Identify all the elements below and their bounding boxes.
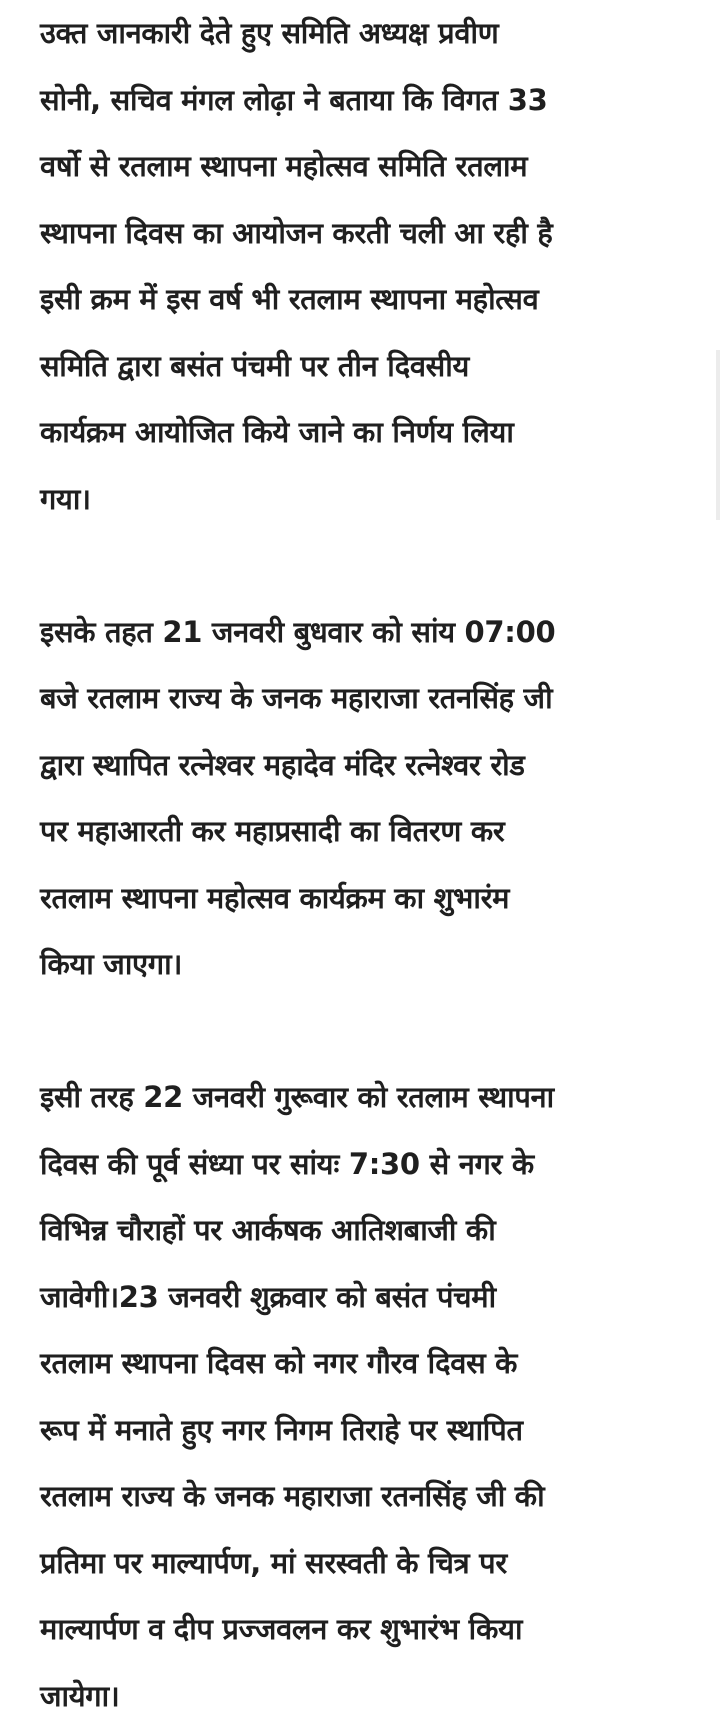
text-line: वर्षो से रतलाम स्थापना महोत्सव समिति रतलाम — [40, 133, 680, 200]
text-line: प्रतिमा पर माल्यार्पण, मां सरस्वती के चित्र पर — [40, 1530, 680, 1597]
text-line: रूप में मनाते हुए नगर निगम तिराहे पर स्थापित — [40, 1397, 680, 1464]
article-body — [40, 0, 680, 1729]
text-line: द्वारा स्थापित रत्नेश्वर महादेव मंदिर रत्नेश्वर रोड — [40, 732, 680, 799]
text-line: इसी तरह 22 जनवरी गुरूवार को रतलाम स्थापना — [40, 1064, 680, 1131]
paragraph-3 — [40, 1064, 680, 1729]
text-line: इसके तहत 21 जनवरी बुधवार को सांय 07:00 — [40, 599, 680, 666]
text-line: सोनी, सचिव मंगल लोढ़ा ने बताया कि विगत 33 — [40, 67, 680, 134]
text-line: रतलाम स्थापना दिवस को नगर गौरव दिवस के — [40, 1330, 680, 1397]
paragraph-2 — [40, 599, 680, 998]
text-line: जायेगा। — [40, 1663, 680, 1729]
text-line: पर महाआरती कर महाप्रसादी का वितरण कर — [40, 798, 680, 865]
text-line: उक्त जानकारी देते हुए समिति अध्यक्ष प्रवीण — [40, 0, 680, 67]
paragraph-spacer — [40, 532, 680, 599]
text-line: समिति द्वारा बसंत पंचमी पर तीन दिवसीय — [40, 333, 680, 400]
text-line: माल्यार्पण व दीप प्रज्जवलन कर शुभारंभ किया — [40, 1596, 680, 1663]
text-line: इसी क्रम में इस वर्ष भी रतलाम स्थापना महोत्सव — [40, 266, 680, 333]
text-line: कार्यक्रम आयोजित किये जाने का निर्णय लिया — [40, 399, 680, 466]
text-line: रतलाम स्थापना महोत्सव कार्यक्रम का शुभारंम — [40, 865, 680, 932]
text-line: रतलाम राज्य के जनक महाराजा रतनसिंह जी की — [40, 1463, 680, 1530]
text-line: किया जाएगा। — [40, 931, 680, 998]
paragraph-1 — [40, 0, 680, 532]
text-line: जावेगी।23 जनवरी शुक्रवार को बसंत पंचमी — [40, 1264, 680, 1331]
text-line: दिवस की पूर्व संध्या पर सांयः 7:30 से नगर के — [40, 1131, 680, 1198]
paragraph-spacer — [40, 998, 680, 1065]
scroll-indicator — [716, 350, 720, 520]
text-line: बजे रतलाम राज्य के जनक महाराजा रतनसिंह जी — [40, 665, 680, 732]
text-line: विभिन्न चौराहों पर आर्कषक आतिशबाजी की — [40, 1197, 680, 1264]
text-line: स्थापना दिवस का आयोजन करती चली आ रही है — [40, 200, 680, 267]
text-line: गया। — [40, 466, 680, 533]
